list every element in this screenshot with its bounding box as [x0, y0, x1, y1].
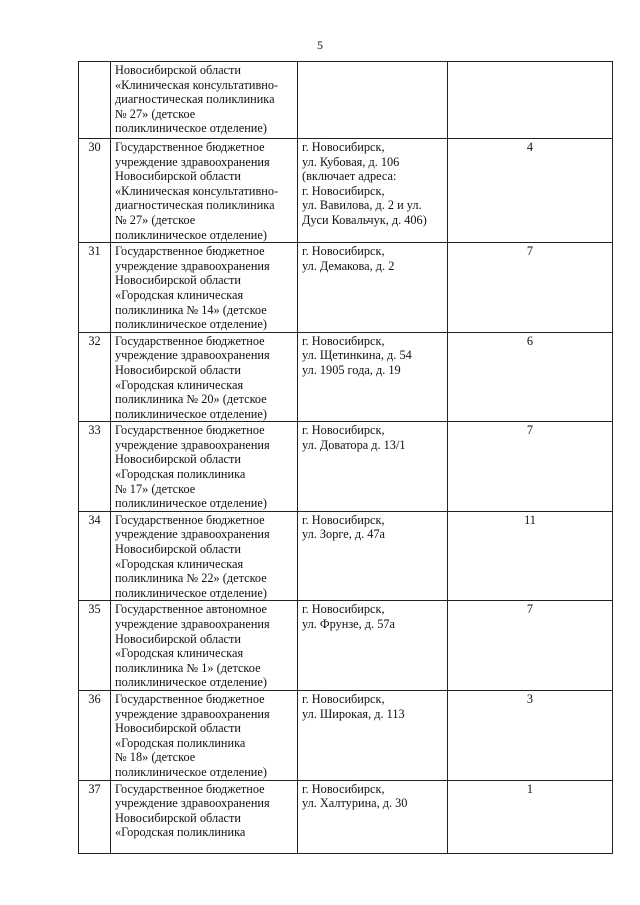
table-row	[79, 332, 613, 422]
clinics-table	[78, 61, 613, 854]
institution-name-line: Новосибирской области	[115, 542, 241, 557]
count-cell: 7	[448, 422, 613, 512]
count-cell	[448, 62, 613, 139]
institution-name-line: учреждение здравоохранения	[115, 617, 270, 631]
institution-name-line: поликлиническое отделение)	[115, 406, 267, 421]
row-number-cell	[79, 62, 111, 139]
institution-name-line: диагностическая поликлиника	[115, 198, 275, 213]
address-cell	[298, 62, 448, 139]
institution-name-line: поликлиническое отделение)	[115, 675, 267, 690]
address-line: ул. Широкая, д. 113	[302, 706, 405, 721]
institution-name-line: поликлиническое отделение)	[115, 585, 267, 600]
address-line: ул. Демакова, д. 2	[302, 258, 395, 273]
table-row	[79, 62, 613, 139]
institution-name-line: Новосибирской области	[115, 169, 241, 184]
institution-name-cell	[111, 422, 298, 512]
count-cell: 1	[448, 780, 613, 853]
institution-name-line: Государственное бюджетное	[115, 244, 265, 259]
institution-name-line: № 27» (детское	[115, 106, 196, 121]
institution-name-line: поликлиника № 20» (детское	[115, 392, 267, 407]
table-row	[79, 511, 613, 601]
address-cell	[298, 422, 448, 512]
address-cell	[298, 690, 448, 780]
institution-name-line: Новосибирской области	[115, 810, 241, 825]
count-cell: 3	[448, 690, 613, 780]
address-line: ул. Щетинкина, д. 54	[302, 348, 412, 363]
institution-name-line: поликлиническое отделение)	[115, 764, 267, 779]
institution-name-cell	[111, 690, 298, 780]
institution-name-line: поликлиническое отделение)	[115, 317, 267, 332]
address-line: ул. Доватора д. 13/1	[302, 437, 406, 452]
row-number-cell: 36	[79, 690, 111, 780]
table-row	[79, 601, 613, 691]
table-row	[79, 422, 613, 512]
page-number: 5	[317, 38, 323, 52]
row-number-cell: 35	[79, 601, 111, 691]
address-line: г. Новосибирск,	[302, 423, 385, 438]
address-line: ул. Фрунзе, д. 57а	[302, 617, 395, 631]
row-number-cell: 32	[79, 332, 111, 422]
table-row	[79, 139, 613, 243]
row-number-cell: 37	[79, 780, 111, 853]
institution-name-cell	[111, 780, 298, 853]
table-row	[79, 780, 613, 853]
institution-name-line: Новосибирской области	[115, 362, 241, 377]
address-line: ул. Зорге, д. 47а	[302, 527, 385, 542]
address-line: г. Новосибирск,	[302, 512, 385, 527]
institution-name-cell	[111, 601, 298, 691]
address-cell	[298, 780, 448, 853]
institution-name-line: «Городская клиническая	[115, 287, 244, 302]
count-cell: 6	[448, 332, 613, 422]
institution-name-line: № 17» (детское	[115, 481, 196, 496]
institution-name-cell	[111, 139, 298, 243]
institution-name-line: № 27» (детское	[115, 212, 196, 227]
institution-name-line: Новосибирской области	[115, 63, 241, 77]
institution-name-line: Новосибирской области	[115, 452, 241, 467]
address-line: г. Новосибирск,	[302, 140, 385, 154]
institution-name-line: № 18» (детское	[115, 750, 196, 765]
address-line: г. Новосибирск,	[302, 244, 385, 259]
institution-name-line: поликлиника № 14» (детское	[115, 302, 267, 317]
address-line: ул. Халтурина, д. 30	[302, 796, 408, 811]
institution-name-line: Государственное бюджетное	[115, 140, 265, 154]
address-line: г. Новосибирск,	[302, 691, 385, 706]
address-line: ул. Вавилова, д. 2 и ул.	[302, 198, 422, 213]
institution-name-line: «Городская клиническая	[115, 556, 244, 571]
institution-name-line: учреждение здравоохранения	[115, 527, 270, 542]
address-line: г. Новосибирск,	[302, 602, 385, 617]
institution-name-line: «Городская клиническая	[115, 377, 244, 392]
address-line: ул. 1905 года, д. 19	[302, 362, 401, 377]
institution-name-line: «Городская поликлиника	[115, 467, 246, 482]
count-cell: 7	[448, 601, 613, 691]
institution-name-cell	[111, 511, 298, 601]
institution-name-line: «Городская поликлиника	[115, 825, 246, 840]
count-cell: 4	[448, 139, 613, 243]
address-line: г. Новосибирск,	[302, 333, 385, 348]
institution-name-line: Новосибирской области	[115, 631, 241, 646]
institution-name-line: Государственное автономное	[115, 602, 267, 617]
institution-name-line: учреждение здравоохранения	[115, 796, 270, 811]
institution-name-line: Государственное бюджетное	[115, 333, 265, 348]
row-number-cell: 30	[79, 139, 111, 243]
row-number-cell: 33	[79, 422, 111, 512]
institution-name-line: учреждение здравоохранения	[115, 706, 270, 721]
institution-name-line: Государственное бюджетное	[115, 691, 265, 706]
institution-name-line: учреждение здравоохранения	[115, 348, 270, 363]
institution-name-line: учреждение здравоохранения	[115, 154, 270, 169]
institution-name-line: поликлиническое отделение)	[115, 121, 267, 136]
row-number-cell: 34	[79, 511, 111, 601]
institution-name-cell	[111, 243, 298, 333]
table-row	[79, 690, 613, 780]
institution-name-line: Государственное бюджетное	[115, 781, 265, 796]
institution-name-line: учреждение здравоохранения	[115, 437, 270, 452]
institution-name-line: «Клиническая консультативно-	[115, 77, 279, 92]
institution-name-line: поликлиническое отделение)	[115, 496, 267, 511]
address-line: г. Новосибирск,	[302, 183, 385, 198]
institution-name-line: «Городская клиническая	[115, 646, 244, 661]
institution-name-line: Государственное бюджетное	[115, 512, 265, 527]
table-row	[79, 243, 613, 333]
institution-name-cell	[111, 62, 298, 139]
address-cell	[298, 601, 448, 691]
count-cell: 11	[448, 511, 613, 601]
address-line: ул. Кубовая, д. 106	[302, 154, 400, 169]
clinics-table-body	[79, 62, 613, 854]
address-line: г. Новосибирск,	[302, 781, 385, 796]
institution-name-line: учреждение здравоохранения	[115, 258, 270, 273]
institution-name-line: Новосибирской области	[115, 721, 241, 736]
institution-name-line: поликлиническое отделение)	[115, 227, 267, 242]
institution-name-line: Государственное бюджетное	[115, 423, 265, 438]
row-number-cell: 31	[79, 243, 111, 333]
institution-name-line: «Клиническая консультативно-	[115, 183, 279, 198]
count-cell: 7	[448, 243, 613, 333]
institution-name-line: поликлиника № 22» (детское	[115, 571, 267, 586]
institution-name-cell	[111, 332, 298, 422]
institution-name-line: поликлиника № 1» (детское	[115, 660, 261, 675]
address-cell	[298, 332, 448, 422]
institution-name-line: Новосибирской области	[115, 273, 241, 288]
address-cell	[298, 139, 448, 243]
address-line: (включает адреса:	[302, 169, 397, 184]
address-cell	[298, 511, 448, 601]
institution-name-line: диагностическая поликлиника	[115, 92, 275, 107]
institution-name-line: «Городская поликлиника	[115, 735, 246, 750]
address-cell	[298, 243, 448, 333]
address-line: Дуси Ковальчук, д. 406)	[302, 212, 427, 227]
